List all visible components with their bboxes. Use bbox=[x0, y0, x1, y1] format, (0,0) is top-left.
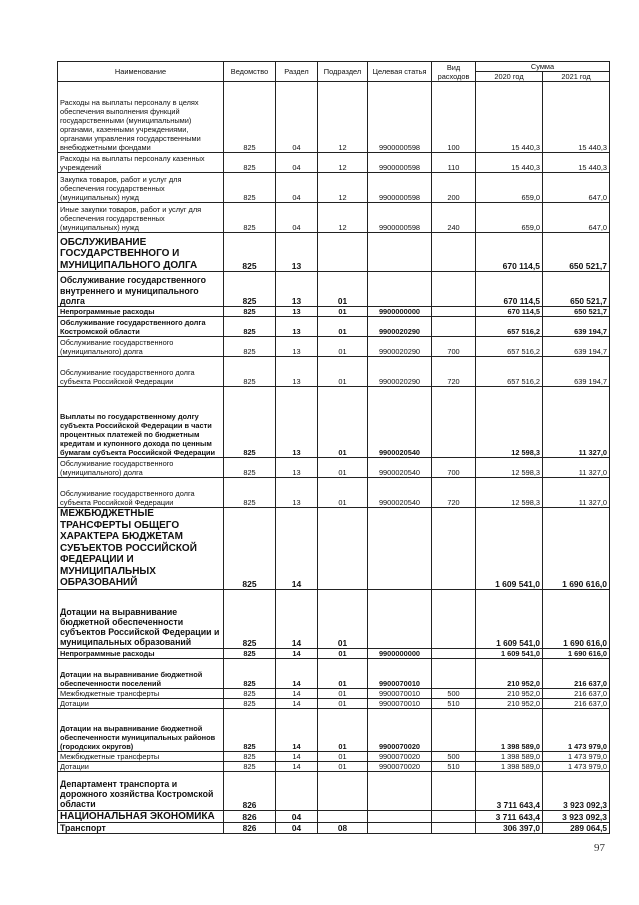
cell-cs: 9900070010 bbox=[368, 698, 432, 708]
cell-vr bbox=[432, 589, 476, 648]
page-number: 97 bbox=[594, 842, 605, 854]
cell-ved: 825 bbox=[224, 387, 276, 458]
cell-name: Межбюджетные трансферты bbox=[58, 688, 224, 698]
table-row bbox=[58, 508, 610, 590]
cell-razd: 13 bbox=[276, 233, 318, 272]
cell-ved: 825 bbox=[224, 648, 276, 658]
cell-ved: 826 bbox=[224, 810, 276, 823]
cell-vr: 100 bbox=[432, 82, 476, 153]
cell-ved: 826 bbox=[224, 823, 276, 834]
table-row bbox=[58, 688, 610, 698]
table-row bbox=[58, 173, 610, 203]
cell-razd: 13 bbox=[276, 317, 318, 337]
cell-name: Межбюджетные трансферты bbox=[58, 751, 224, 761]
cell-cs: 9900070020 bbox=[368, 708, 432, 751]
cell-s2020: 15 440,3 bbox=[476, 82, 543, 153]
table-row bbox=[58, 771, 610, 810]
col-header-2021: 2021 год bbox=[543, 72, 610, 82]
cell-s2021: 15 440,3 bbox=[543, 153, 610, 173]
cell-podr: 01 bbox=[318, 458, 368, 478]
cell-podr: 01 bbox=[318, 761, 368, 771]
cell-podr bbox=[318, 771, 368, 810]
cell-ved: 825 bbox=[224, 82, 276, 153]
cell-ved: 825 bbox=[224, 233, 276, 272]
cell-name: МЕЖБЮДЖЕТНЫЕ ТРАНСФЕРТЫ ОБЩЕГО ХАРАКТЕРА БЮДЖЕТАМ СУБЪЕКТОВ РОССИЙСКОЙ ФЕДЕРАЦИИ И МУНИЦИПАЛЬНЫХ ОБРАЗОВАНИЙ bbox=[58, 508, 224, 590]
table-row bbox=[58, 233, 610, 272]
cell-name: Обслуживание государственного внутреннего и муниципального долга bbox=[58, 272, 224, 307]
table-row bbox=[58, 272, 610, 307]
cell-cs bbox=[368, 771, 432, 810]
cell-ved: 825 bbox=[224, 307, 276, 317]
cell-razd: 13 bbox=[276, 307, 318, 317]
cell-cs: 9900020540 bbox=[368, 478, 432, 508]
cell-vr bbox=[432, 810, 476, 823]
cell-cs: 9900070010 bbox=[368, 658, 432, 688]
cell-vr bbox=[432, 708, 476, 751]
cell-cs: 9900020540 bbox=[368, 458, 432, 478]
cell-ved: 825 bbox=[224, 658, 276, 688]
table-row bbox=[58, 478, 610, 508]
cell-name: Обслуживание государственного (муниципального) долга bbox=[58, 337, 224, 357]
cell-vr bbox=[432, 658, 476, 688]
table-row bbox=[58, 810, 610, 823]
cell-cs: 9900070010 bbox=[368, 688, 432, 698]
cell-cs: 9900020290 bbox=[368, 317, 432, 337]
cell-podr: 01 bbox=[318, 272, 368, 307]
cell-name: Выплаты по государственному долгу субъекта Российской Федерации в части процентных платежей по бюджетным кредитам и купонного дохода по ценным бумагам субъекта Российской Федерации bbox=[58, 387, 224, 458]
cell-vr bbox=[432, 771, 476, 810]
cell-cs: 9900020290 bbox=[368, 337, 432, 357]
cell-razd: 04 bbox=[276, 810, 318, 823]
table-row bbox=[58, 337, 610, 357]
cell-cs: 9900000598 bbox=[368, 82, 432, 153]
col-header-target: Целевая статья bbox=[368, 62, 432, 82]
cell-vr bbox=[432, 387, 476, 458]
table-row bbox=[58, 357, 610, 387]
cell-razd: 04 bbox=[276, 203, 318, 233]
cell-name: Дотации bbox=[58, 761, 224, 771]
cell-razd: 04 bbox=[276, 82, 318, 153]
cell-podr: 01 bbox=[318, 337, 368, 357]
col-header-vedomstvo: Ведомство bbox=[224, 62, 276, 82]
cell-s2020: 1 398 589,0 bbox=[476, 761, 543, 771]
cell-vr bbox=[432, 307, 476, 317]
cell-ved: 825 bbox=[224, 173, 276, 203]
cell-vr: 700 bbox=[432, 337, 476, 357]
cell-name: Расходы на выплаты персоналу казенных учреждений bbox=[58, 153, 224, 173]
cell-podr bbox=[318, 508, 368, 590]
cell-podr bbox=[318, 233, 368, 272]
cell-ved: 826 bbox=[224, 771, 276, 810]
cell-podr: 12 bbox=[318, 153, 368, 173]
cell-vr bbox=[432, 317, 476, 337]
cell-vr bbox=[432, 233, 476, 272]
cell-razd: 04 bbox=[276, 823, 318, 834]
cell-s2021: 11 327,0 bbox=[543, 387, 610, 458]
cell-s2020: 210 952,0 bbox=[476, 688, 543, 698]
cell-name: Обслуживание государственного (муниципального) долга bbox=[58, 458, 224, 478]
cell-podr: 01 bbox=[318, 589, 368, 648]
cell-razd: 14 bbox=[276, 688, 318, 698]
cell-name: Закупка товаров, работ и услуг для обеспечения государственных (муниципальных) нужд bbox=[58, 173, 224, 203]
cell-razd: 13 bbox=[276, 387, 318, 458]
cell-ved: 825 bbox=[224, 478, 276, 508]
cell-cs bbox=[368, 508, 432, 590]
cell-name: Дотации bbox=[58, 698, 224, 708]
cell-cs: 9900000598 bbox=[368, 153, 432, 173]
cell-ved: 825 bbox=[224, 272, 276, 307]
cell-name: Дотации на выравнивание бюджетной обеспеченности субъектов Российской Федерации и муниципальных образований bbox=[58, 589, 224, 648]
col-header-2020: 2020 год bbox=[476, 72, 543, 82]
cell-cs bbox=[368, 810, 432, 823]
col-header-razdel: Раздел bbox=[276, 62, 318, 82]
cell-name: Дотации на выравнивание бюджетной обеспеченности поселений bbox=[58, 658, 224, 688]
cell-podr: 01 bbox=[318, 648, 368, 658]
cell-ved: 825 bbox=[224, 337, 276, 357]
cell-cs: 9900020290 bbox=[368, 357, 432, 387]
cell-name: Обслуживание государственного долга Костромской области bbox=[58, 317, 224, 337]
cell-name: Расходы на выплаты персоналу в целях обеспечения выполнения функций государственными (муниципальными) органами, казенными учреждениями, органами управления государственными внебюджетными фондами bbox=[58, 82, 224, 153]
cell-podr: 01 bbox=[318, 688, 368, 698]
cell-razd: 14 bbox=[276, 648, 318, 658]
table-row bbox=[58, 203, 610, 233]
cell-razd: 13 bbox=[276, 478, 318, 508]
cell-razd: 14 bbox=[276, 761, 318, 771]
cell-podr: 01 bbox=[318, 658, 368, 688]
cell-cs bbox=[368, 589, 432, 648]
cell-podr: 12 bbox=[318, 173, 368, 203]
cell-s2020: 657 516,2 bbox=[476, 337, 543, 357]
cell-vr: 510 bbox=[432, 698, 476, 708]
cell-vr: 110 bbox=[432, 153, 476, 173]
cell-vr: 500 bbox=[432, 688, 476, 698]
table-row bbox=[58, 658, 610, 688]
cell-name: Непрограммные расходы bbox=[58, 307, 224, 317]
cell-s2020: 670 114,5 bbox=[476, 307, 543, 317]
cell-podr: 01 bbox=[318, 751, 368, 761]
table-row bbox=[58, 708, 610, 751]
cell-s2021: 647,0 bbox=[543, 203, 610, 233]
cell-s2020: 210 952,0 bbox=[476, 698, 543, 708]
cell-name: Непрограммные расходы bbox=[58, 648, 224, 658]
cell-ved: 825 bbox=[224, 458, 276, 478]
cell-s2020: 1 398 589,0 bbox=[476, 751, 543, 761]
cell-name: НАЦИОНАЛЬНАЯ ЭКОНОМИКА bbox=[58, 810, 224, 823]
cell-s2020: 210 952,0 bbox=[476, 658, 543, 688]
cell-s2021: 289 064,5 bbox=[543, 823, 610, 834]
cell-s2021: 650 521,7 bbox=[543, 272, 610, 307]
cell-name: Департамент транспорта и дорожного хозяйства Костромской области bbox=[58, 771, 224, 810]
cell-vr bbox=[432, 648, 476, 658]
cell-s2020: 15 440,3 bbox=[476, 153, 543, 173]
cell-s2021: 1 690 616,0 bbox=[543, 508, 610, 590]
cell-name: Транспорт bbox=[58, 823, 224, 834]
cell-cs: 9900000598 bbox=[368, 203, 432, 233]
cell-razd: 14 bbox=[276, 508, 318, 590]
table-row bbox=[58, 698, 610, 708]
cell-ved: 825 bbox=[224, 708, 276, 751]
cell-vr: 510 bbox=[432, 761, 476, 771]
cell-cs: 9900070020 bbox=[368, 751, 432, 761]
cell-s2021: 3 923 092,3 bbox=[543, 810, 610, 823]
cell-ved: 825 bbox=[224, 589, 276, 648]
cell-s2021: 216 637,0 bbox=[543, 658, 610, 688]
cell-razd: 13 bbox=[276, 337, 318, 357]
cell-s2021: 1 473 979,0 bbox=[543, 751, 610, 761]
cell-s2020: 3 711 643,4 bbox=[476, 810, 543, 823]
cell-razd: 14 bbox=[276, 708, 318, 751]
table-row bbox=[58, 307, 610, 317]
cell-ved: 825 bbox=[224, 153, 276, 173]
cell-s2021: 647,0 bbox=[543, 173, 610, 203]
cell-razd: 13 bbox=[276, 357, 318, 387]
table-row bbox=[58, 458, 610, 478]
cell-razd: 13 bbox=[276, 272, 318, 307]
col-header-podrazdel: Подраздел bbox=[318, 62, 368, 82]
cell-podr bbox=[318, 810, 368, 823]
cell-podr: 01 bbox=[318, 698, 368, 708]
cell-podr: 12 bbox=[318, 203, 368, 233]
cell-cs bbox=[368, 233, 432, 272]
cell-cs: 9900000000 bbox=[368, 648, 432, 658]
table-row bbox=[58, 82, 610, 153]
cell-s2021: 11 327,0 bbox=[543, 478, 610, 508]
cell-cs: 9900070020 bbox=[368, 761, 432, 771]
cell-cs bbox=[368, 272, 432, 307]
cell-vr: 720 bbox=[432, 478, 476, 508]
cell-s2020: 12 598,3 bbox=[476, 458, 543, 478]
cell-razd bbox=[276, 771, 318, 810]
cell-vr: 200 bbox=[432, 173, 476, 203]
cell-s2021: 1 473 979,0 bbox=[543, 761, 610, 771]
cell-name: Обслуживание государственного долга субъекта Российской Федерации bbox=[58, 357, 224, 387]
cell-s2021: 1 473 979,0 bbox=[543, 708, 610, 751]
cell-s2020: 12 598,3 bbox=[476, 387, 543, 458]
col-header-summa: Сумма bbox=[476, 62, 610, 72]
cell-ved: 825 bbox=[224, 317, 276, 337]
table-row bbox=[58, 751, 610, 761]
col-header-vid: Вид расходов bbox=[432, 62, 476, 82]
table-row bbox=[58, 589, 610, 648]
cell-vr bbox=[432, 823, 476, 834]
cell-s2021: 650 521,7 bbox=[543, 233, 610, 272]
cell-cs bbox=[368, 823, 432, 834]
cell-razd: 04 bbox=[276, 173, 318, 203]
cell-ved: 825 bbox=[224, 761, 276, 771]
cell-ved: 825 bbox=[224, 357, 276, 387]
cell-razd: 13 bbox=[276, 458, 318, 478]
cell-s2020: 670 114,5 bbox=[476, 233, 543, 272]
cell-s2021: 639 194,7 bbox=[543, 317, 610, 337]
cell-name: Обслуживание государственного долга субъекта Российской Федерации bbox=[58, 478, 224, 508]
table-row bbox=[58, 317, 610, 337]
table-row bbox=[58, 823, 610, 834]
cell-name: Дотации на выравнивание бюджетной обеспеченности муниципальных районов (городских округов) bbox=[58, 708, 224, 751]
cell-s2021: 639 194,7 bbox=[543, 357, 610, 387]
cell-s2020: 659,0 bbox=[476, 203, 543, 233]
cell-s2020: 306 397,0 bbox=[476, 823, 543, 834]
cell-name: Иные закупки товаров, работ и услуг для обеспечения государственных (муниципальных) нужд bbox=[58, 203, 224, 233]
cell-razd: 14 bbox=[276, 751, 318, 761]
cell-razd: 14 bbox=[276, 658, 318, 688]
cell-s2021: 639 194,7 bbox=[543, 337, 610, 357]
cell-podr: 01 bbox=[318, 317, 368, 337]
cell-podr: 01 bbox=[318, 478, 368, 508]
cell-s2020: 12 598,3 bbox=[476, 478, 543, 508]
cell-ved: 825 bbox=[224, 688, 276, 698]
cell-s2020: 659,0 bbox=[476, 173, 543, 203]
table-row bbox=[58, 153, 610, 173]
cell-s2021: 11 327,0 bbox=[543, 458, 610, 478]
cell-cs: 9900020540 bbox=[368, 387, 432, 458]
cell-s2021: 1 690 616,0 bbox=[543, 589, 610, 648]
cell-s2020: 1 609 541,0 bbox=[476, 508, 543, 590]
cell-ved: 825 bbox=[224, 698, 276, 708]
cell-s2021: 216 637,0 bbox=[543, 688, 610, 698]
cell-ved: 825 bbox=[224, 508, 276, 590]
cell-podr: 01 bbox=[318, 387, 368, 458]
cell-podr: 01 bbox=[318, 708, 368, 751]
cell-cs: 9900000000 bbox=[368, 307, 432, 317]
cell-razd: 14 bbox=[276, 589, 318, 648]
cell-vr: 700 bbox=[432, 458, 476, 478]
table-row bbox=[58, 387, 610, 458]
cell-vr bbox=[432, 508, 476, 590]
cell-s2020: 1 609 541,0 bbox=[476, 589, 543, 648]
cell-s2021: 1 690 616,0 bbox=[543, 648, 610, 658]
cell-podr: 01 bbox=[318, 357, 368, 387]
cell-ved: 825 bbox=[224, 203, 276, 233]
cell-s2020: 3 711 643,4 bbox=[476, 771, 543, 810]
cell-vr: 500 bbox=[432, 751, 476, 761]
table-header bbox=[58, 62, 610, 82]
cell-razd: 14 bbox=[276, 698, 318, 708]
table-row bbox=[58, 648, 610, 658]
cell-s2021: 650 521,7 bbox=[543, 307, 610, 317]
cell-podr: 12 bbox=[318, 82, 368, 153]
cell-s2020: 670 114,5 bbox=[476, 272, 543, 307]
cell-cs: 9900000598 bbox=[368, 173, 432, 203]
cell-s2020: 657 516,2 bbox=[476, 357, 543, 387]
table-body bbox=[58, 82, 610, 834]
cell-s2020: 657 516,2 bbox=[476, 317, 543, 337]
cell-razd: 04 bbox=[276, 153, 318, 173]
cell-vr: 240 bbox=[432, 203, 476, 233]
cell-s2020: 1 609 541,0 bbox=[476, 648, 543, 658]
cell-vr bbox=[432, 272, 476, 307]
cell-podr: 08 bbox=[318, 823, 368, 834]
col-header-name: Наименование bbox=[58, 62, 224, 82]
budget-table bbox=[57, 61, 610, 834]
cell-ved: 825 bbox=[224, 751, 276, 761]
cell-s2020: 1 398 589,0 bbox=[476, 708, 543, 751]
table-row bbox=[58, 761, 610, 771]
cell-s2021: 216 637,0 bbox=[543, 698, 610, 708]
cell-s2021: 15 440,3 bbox=[543, 82, 610, 153]
cell-s2021: 3 923 092,3 bbox=[543, 771, 610, 810]
cell-name: ОБСЛУЖИВАНИЕ ГОСУДАРСТВЕННОГО И МУНИЦИПАЛЬНОГО ДОЛГА bbox=[58, 233, 224, 272]
cell-vr: 720 bbox=[432, 357, 476, 387]
cell-podr: 01 bbox=[318, 307, 368, 317]
